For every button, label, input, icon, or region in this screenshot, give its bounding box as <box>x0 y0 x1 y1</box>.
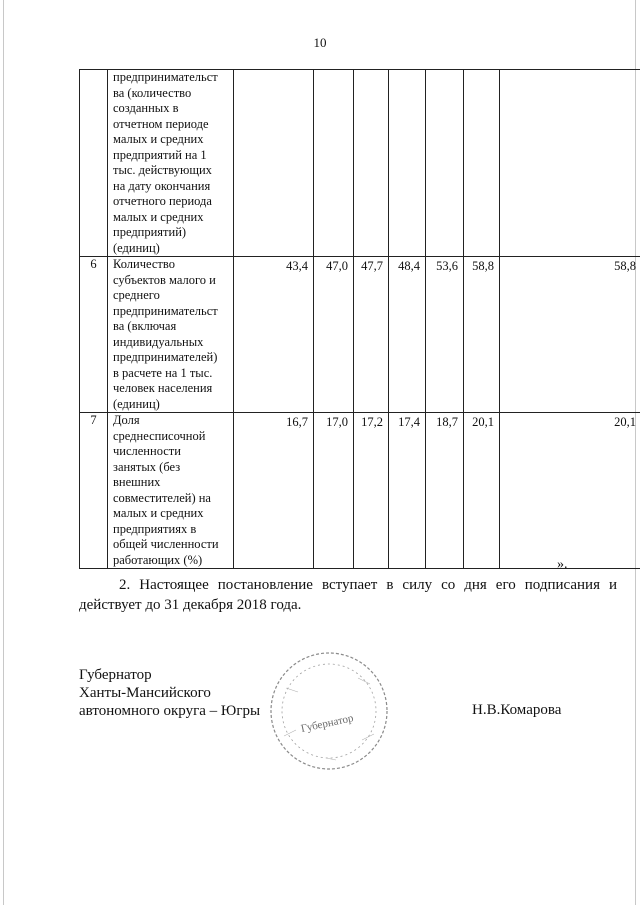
value-cell: 17,2 <box>354 413 389 569</box>
row-number: 6 <box>80 257 108 413</box>
row-number <box>80 70 108 257</box>
description-line: предпринимателей) <box>113 350 218 364</box>
description-line: занятых (без <box>113 459 181 474</box>
effective-date-paragraph: 2. Настоящее постановление вступает в силу со дня его подписания и действует до 31 декабря 2018 года. <box>79 577 617 613</box>
page-number: 10 <box>313 35 327 50</box>
value-cell <box>426 70 464 257</box>
value-cell: 18,7 <box>426 413 464 569</box>
description-line: внешних <box>113 475 161 489</box>
value-cell: 16,7 <box>234 413 314 569</box>
value-cell: 17,4 <box>389 413 426 569</box>
signatory-title-line: Ханты-Мансийского <box>79 685 211 701</box>
value-cell <box>234 70 314 257</box>
value-cell <box>354 70 389 257</box>
description-line: численности <box>113 444 181 458</box>
description-line: в расчете на 1 тыс. <box>113 365 213 380</box>
value-cell <box>500 70 640 257</box>
description-line: малых и средних <box>113 506 204 520</box>
description-line: совместителей) на <box>113 490 211 505</box>
description-line: ва (количество <box>113 85 192 100</box>
description-line: на дату окончания <box>113 178 211 193</box>
table-row <box>80 257 640 413</box>
description-line: тыс. действующих <box>113 163 212 177</box>
row-description <box>108 70 234 257</box>
signatory-title-line: Губернатор <box>79 667 152 683</box>
description-line: индивидуальных <box>113 334 204 349</box>
closing-quote: ». <box>557 557 568 572</box>
value-cell <box>314 70 354 257</box>
value-cell: 43,4 <box>234 257 314 413</box>
value-cell: 58,8 <box>500 257 640 413</box>
description-line: Количество <box>113 257 175 271</box>
scan-edge-left <box>3 0 4 905</box>
description-line: созданных в <box>113 101 179 115</box>
official-stamp <box>266 648 392 774</box>
description-line: среднесписочной <box>113 428 206 443</box>
value-cell: 47,0 <box>314 257 354 413</box>
value-cell: 20,1 <box>464 413 500 569</box>
description-line: ва (включая <box>113 319 177 333</box>
signatory-title-line: автономного округа – Югры <box>79 703 261 719</box>
description-line: предприятиях в <box>113 521 197 536</box>
description-line: предприятий на 1 <box>113 147 207 162</box>
value-cell <box>464 70 500 257</box>
description-line: малых и средних <box>113 209 204 224</box>
description-line: работающих (%) <box>113 552 203 567</box>
description-line: (единиц) <box>113 396 160 411</box>
description-line: отчетном периоде <box>113 116 209 131</box>
description-line: малых и средних <box>113 132 204 146</box>
value-cell: 17,0 <box>314 413 354 569</box>
value-cell <box>389 70 426 257</box>
table-row <box>80 413 640 569</box>
table-row <box>80 70 640 257</box>
value-cell: 53,6 <box>426 257 464 413</box>
signatory-title <box>79 666 260 720</box>
row-description <box>108 413 234 569</box>
row-description <box>108 257 234 413</box>
description-line: предпринимательст <box>113 303 218 318</box>
signatory-name: Н.В.Комарова <box>472 702 562 718</box>
stamp-text: Губернатор <box>299 712 355 736</box>
description-line: человек населения <box>113 381 213 395</box>
value-cell: 47,7 <box>354 257 389 413</box>
indicators-table <box>79 69 640 569</box>
description-line: субъектов малого и <box>113 272 216 287</box>
row-number: 7 <box>80 413 108 569</box>
description-line: Доля <box>113 413 140 427</box>
description-line: предпринимательст <box>113 70 218 84</box>
description-line: отчетного периода <box>113 194 212 208</box>
description-line: среднего <box>113 288 160 302</box>
value-cell: 48,4 <box>389 257 426 413</box>
description-line: (единиц) <box>113 240 160 255</box>
value-cell: 58,8 <box>464 257 500 413</box>
description-line: предприятий) <box>113 225 187 239</box>
description-line: общей численности <box>113 537 219 551</box>
value-cell: 20,1 <box>500 413 640 569</box>
